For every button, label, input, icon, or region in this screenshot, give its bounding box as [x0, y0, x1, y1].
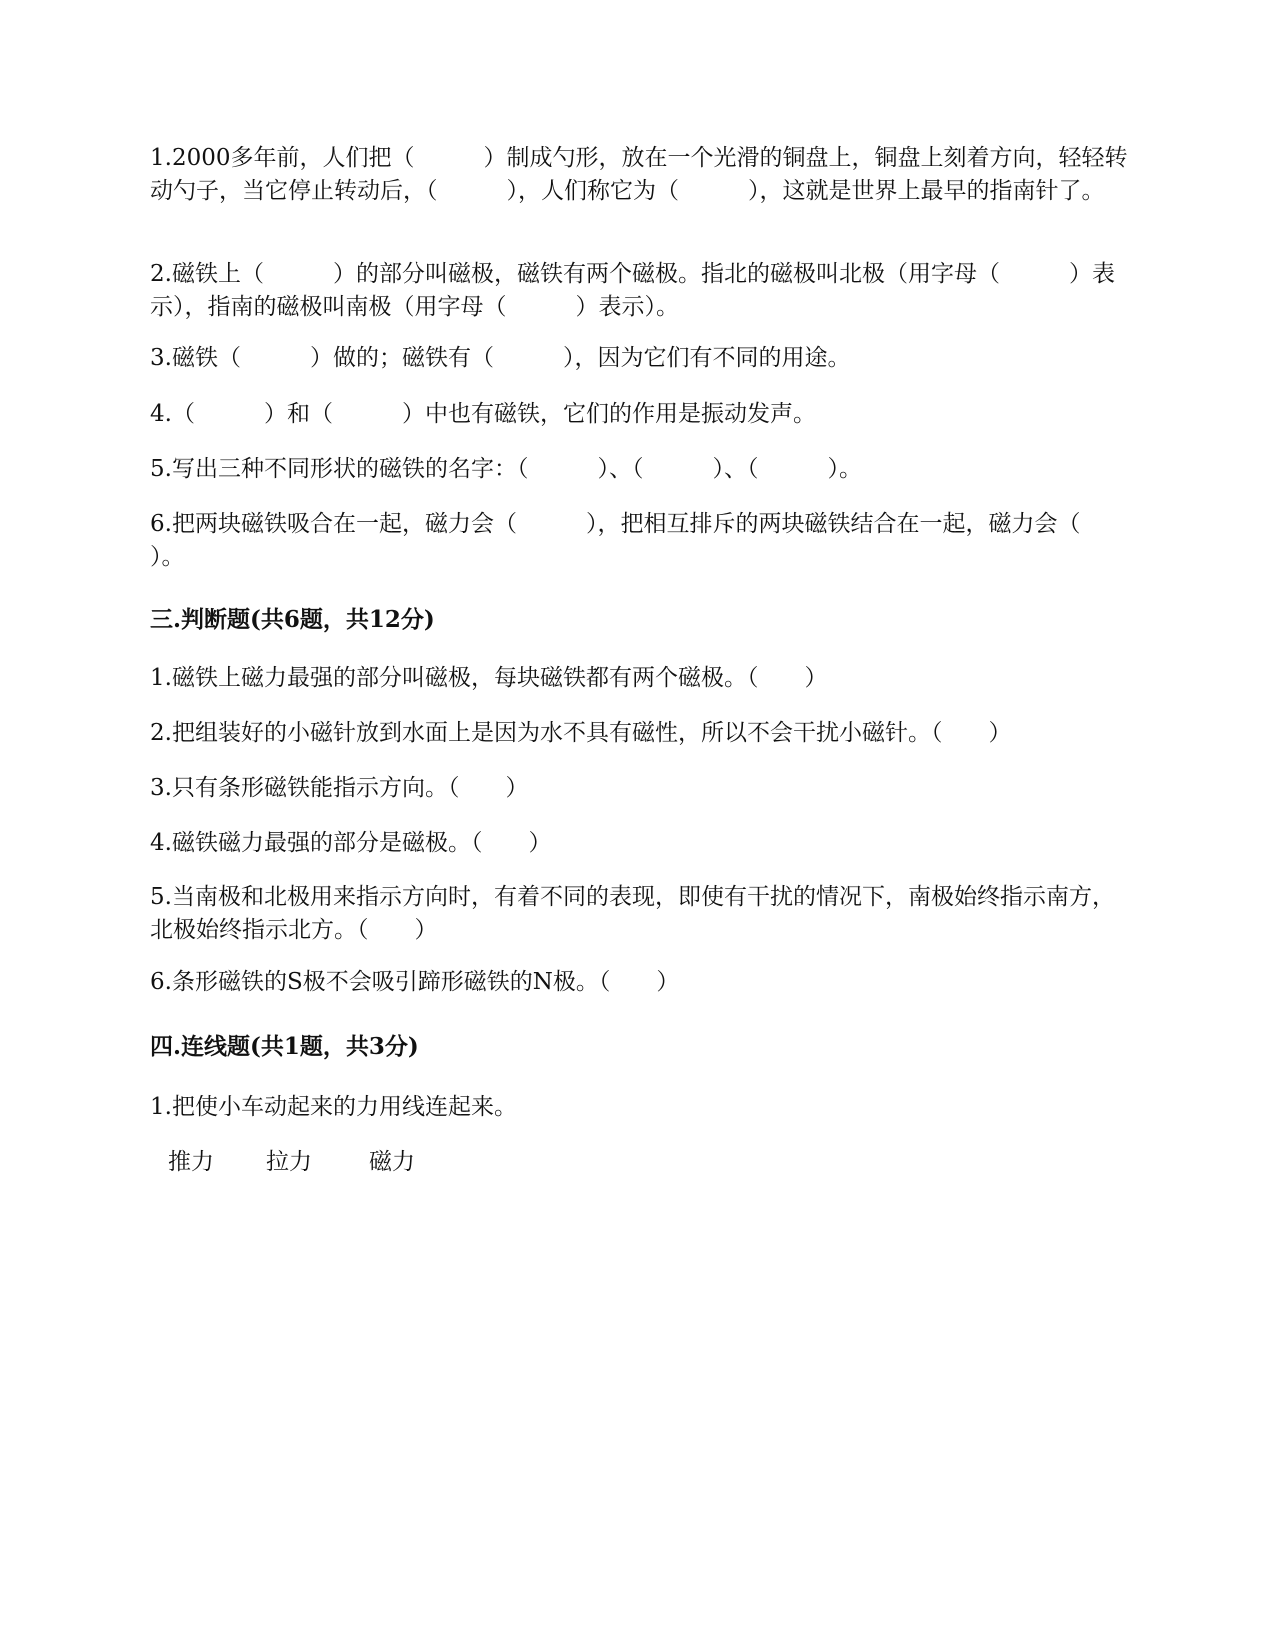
judge-question-6: 6.条形磁铁的S极不会吸引蹄形磁铁的N极。（ ）	[150, 969, 680, 995]
judge-question-4: 4.磁铁磁力最强的部分是磁极。（ ）	[150, 830, 552, 856]
judge-question-1: 1.磁铁上磁力最强的部分叫磁极，每块磁铁都有两个磁极。（ ）	[150, 665, 828, 691]
match-section-heading: 四.连线题(共1题，共3分)	[150, 1033, 419, 1060]
match-question-1: 1.把使小车动起来的力用线连起来。	[150, 1094, 517, 1120]
judge-question-5: 5.当南极和北极用来指示方向时，有着不同的表现，即使有干扰的情况下，南极始终指示南方，北极始终指示北方。（ ）	[150, 884, 1115, 943]
fill-question-4: 4.（ ）和（ ）中也有磁铁，它们的作用是振动发声。	[150, 401, 816, 427]
judge-section-heading: 三.判断题(共6题，共12分)	[150, 606, 435, 633]
fill-question-1: 1.2000多年前，人们把（ ）制成勺形，放在一个光滑的铜盘上，铜盘上刻着方向，轻轻转动勺子，当它停止转动后，（ ），人们称它为（ ），这就是世界上最早的指南针了。	[150, 145, 1128, 204]
match-option-push: 推力	[168, 1149, 214, 1175]
fill-question-3: 3.磁铁（ ）做的；磁铁有（ ），因为它们有不同的用途。	[150, 345, 851, 371]
match-option-magnetic: 磁力	[369, 1149, 415, 1175]
judge-question-3: 3.只有条形磁铁能指示方向。（ ）	[150, 775, 529, 801]
match-options	[168, 1146, 1153, 1179]
fill-question-2: 2.磁铁上（ ）的部分叫磁极，磁铁有两个磁极。指北的磁极叫北极（用字母（ ）表示），指南的磁极叫南极（用字母（ ）表示）。	[150, 261, 1115, 320]
fill-question-5: 5.写出三种不同形状的磁铁的名字：（ ）、（ ）、（ ）。	[150, 456, 862, 482]
match-option-pull: 拉力	[266, 1149, 312, 1175]
judge-question-2: 2.把组装好的小磁针放到水面上是因为水不具有磁性，所以不会干扰小磁针。（ ）	[150, 720, 1012, 746]
fill-question-6: 6.把两块磁铁吸合在一起，磁力会（ ），把相互排斥的两块磁铁结合在一起，磁力会（ ）。	[150, 511, 1150, 570]
